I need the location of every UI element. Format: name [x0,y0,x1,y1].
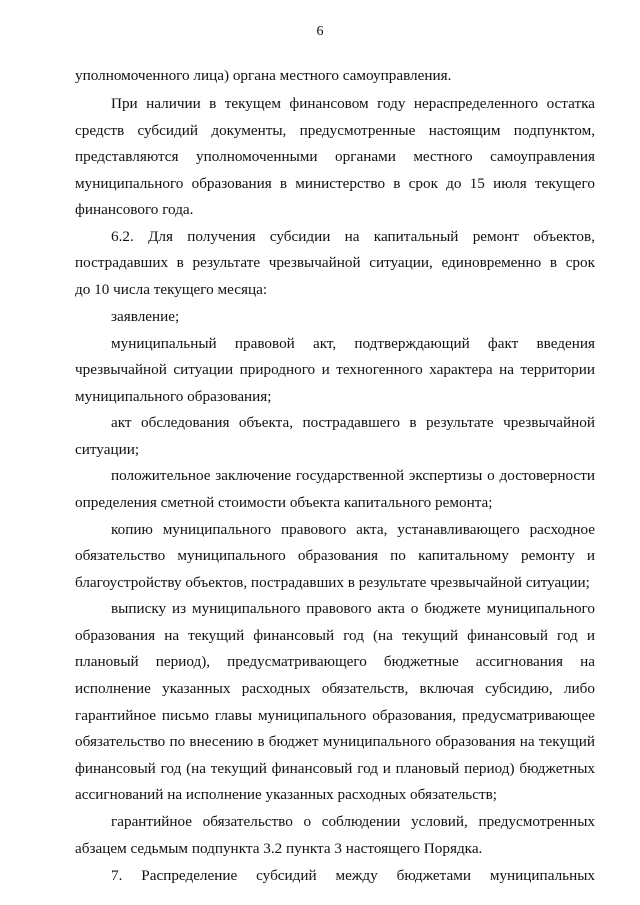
text-line: обязательство по внесению в бюджет муниципального образования на текущий [75,733,595,750]
text-line: положительное заключение государственной экспертизы о достоверности [111,467,595,484]
text-line: пострадавших в результате чрезвычайной ситуации, единовременно в срок [75,254,595,271]
text-line: средств субсидий документы, предусмотренные настоящим подпунктом, [75,122,595,139]
text-line: абзацем седьмым подпункта 3.2 пункта 3 настоящего Порядка. [75,840,483,857]
text-line: ассигнований на исполнение указанных расходных обязательств; [75,786,497,803]
text-line: муниципального образования в министерство в срок до 15 июля текущего [75,175,595,192]
text-line: выписку из муниципального правового акта о бюджете муниципального [111,600,595,617]
text-line: акт обследования объекта, пострадавшего в результате чрезвычайной [111,414,595,431]
text-line: муниципальный правовой акт, подтверждающий факт введения [111,335,595,352]
text-line: исполнение указанных расходных обязательств, включая субсидию, либо [75,680,595,697]
text-line: образования на текущий финансовый год (на текущий финансовый год и [75,627,595,644]
text-line: уполномоченного лица) органа местного самоуправления. [75,67,452,84]
text-line: муниципального образования; [75,388,272,405]
text-line: копию муниципального правового акта, устанавливающего расходное [111,521,595,538]
text-line: финансовый год (на текущий финансовый год и плановый период) бюджетных [75,760,595,777]
text-line: до 10 числа текущего месяца: [75,281,268,298]
text-line: обязательство муниципального образования по капитальному ремонту и [75,547,595,564]
text-line: представляются уполномоченными органами местного самоуправления [75,148,595,165]
text-line: гарантийное письмо главы муниципального образования, предусматривающее [75,707,595,724]
text-line: 6.2. Для получения субсидии на капитальный ремонт объектов, [111,228,595,245]
text-line: финансового года. [75,201,194,218]
text-line: При наличии в текущем финансовом году нераспределенного остатка [111,95,595,112]
text-line: благоустройству объектов, пострадавших в результате чрезвычайной ситуации; [75,574,590,591]
text-line: 7. Распределение субсидий между бюджетами муниципальных [111,867,595,884]
text-line: плановый период), предусматривающего бюджетные ассигнования на [75,653,595,670]
text-line: определения сметной стоимости объекта капитального ремонта; [75,494,493,511]
text-line: гарантийное обязательство о соблюдении условий, предусмотренных [111,813,595,830]
text-line: ситуации; [75,441,140,458]
text-line: чрезвычайной ситуации природного и техногенного характера на территории [75,361,595,378]
page-number: 6 [316,24,324,39]
text-line: заявление; [111,308,180,325]
